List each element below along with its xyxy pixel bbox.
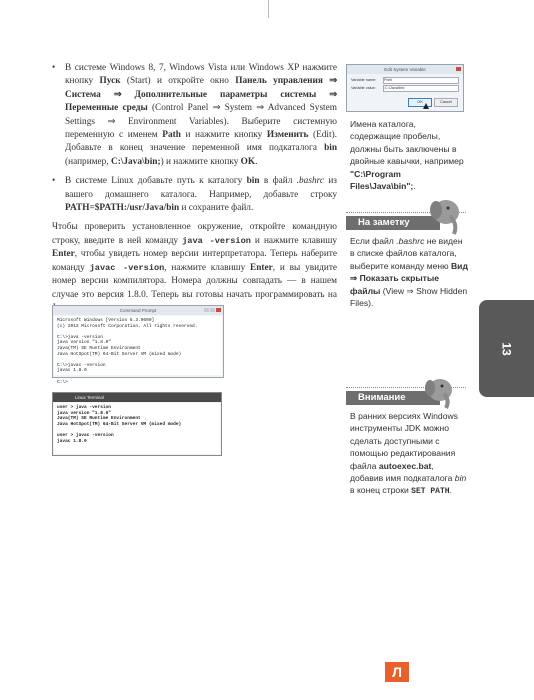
linux-terminal-output: user > java -version java version "1.8.0" Java(TM) SE Runtime Environment Java HotSpot(TM) 64-Bit Server VM (mixed mode) user > javac -version javac 1.8.0 bbox=[54, 403, 220, 454]
variable-name-row: Variable name: bbox=[351, 78, 377, 82]
variable-name-field[interactable]: Path bbox=[383, 77, 459, 84]
window-controls bbox=[204, 308, 221, 312]
close-icon bbox=[216, 308, 221, 312]
ok-button[interactable]: OK bbox=[408, 98, 432, 107]
variable-value-row: Variable value: bbox=[351, 86, 376, 90]
mascot-elephant-icon bbox=[424, 198, 466, 238]
note-header: На заметку bbox=[346, 216, 440, 230]
main-text-column bbox=[52, 62, 337, 315]
dialog-caption: Имена каталога, содержащие пробелы, должны быть заключены в двойные кавычки, например "C:\Program Files\Java\bin";. bbox=[350, 119, 464, 192]
verify-paragraph: Чтобы проверить установленное окружение, откройте командную строку, введите в ней команду java -version и нажмите клавишу Enter, чтобы увидеть номер версии интерпретатора. Теперь наберите команду javac -version, нажмите клавишу Enter, и вы увидите номер версии компилятора. Номера должны совпадать — в нашем случае это версия 1.8.0. Теперь вы готовы начать программировать на bbox=[52, 222, 338, 300]
window-title: Command Prompt bbox=[53, 306, 223, 315]
edit-system-variable-dialog bbox=[346, 64, 464, 112]
dialog-title: Edit System Variable bbox=[347, 65, 463, 74]
mouse-cursor-icon bbox=[423, 103, 429, 109]
bullet-windows: • В системе Windows 8, 7, Windows Vista или Windows XP нажмите кнопку Пуск (Start) и откройте окно Панель управления ⇒ Система ⇒ Дополнительные параметры системы ⇒ Переменные среды (Control Panel ⇒ System ⇒ Advanced System Settings ⇒ Environment Variables). Выберите системную переменную с именем Path и нажмите кнопку Изменить (Edit). Добавьте в конец значение переменной имя подкаталога bin (например, C:\Java\bin;) и нажмите кнопку OK. bbox=[52, 63, 338, 167]
mascot-elephant-icon bbox=[420, 376, 460, 410]
command-prompt-window bbox=[52, 305, 224, 385]
chapter-tab bbox=[479, 300, 534, 397]
note-text: Если файл .bashrc не виден в списке файлов каталога, выберите команду меню Вид ⇒ Показать скрытые файлы (View ⇒ Show Hidden Files). bbox=[350, 236, 468, 309]
warning-text: В ранних версиях Windows инструменты JDK можно сделать доступными с помощью редактирования файла autoexec.bat, добавив имя подкаталога bin в конец строки SET PATH. bbox=[350, 411, 467, 497]
maximize-icon bbox=[210, 308, 215, 312]
window-controls bbox=[456, 67, 461, 71]
top-divider-line bbox=[268, 0, 269, 18]
variable-value-field[interactable]: ;C:\Java\bin; bbox=[383, 85, 459, 92]
publisher-logo: Л bbox=[385, 662, 409, 682]
close-icon bbox=[456, 67, 461, 71]
bullet-dot: • bbox=[52, 63, 56, 73]
cancel-button[interactable]: Cancel bbox=[434, 98, 458, 107]
minimize-icon bbox=[204, 308, 209, 312]
linux-terminal-window bbox=[52, 392, 222, 456]
command-prompt-output: Microsoft Windows [Version 6.3.9600] (c) 2013 Microsoft Corporation. All rights reserved. C:\>java -version java version "1.8.0" Java(TM) SE Runtime Environment Java HotSpot(TM) 64-Bit Server VM (mixed mode) C:\>javac -version javac 1.8.0 C:\> bbox=[54, 316, 222, 375]
chapter-number: 13 bbox=[499, 341, 514, 356]
bullet-dot: • bbox=[52, 176, 56, 187]
bullet-linux: • В системе Linux добавьте путь к каталогу bin в файл .bashrc из вашего домашнего каталога. Например, добавьте строку PATH=$PATH:/usr/Java/bin и сохраните файл. bbox=[52, 176, 337, 214]
window-title: Linux Terminal bbox=[53, 393, 221, 402]
warning-header: Внимание bbox=[346, 391, 440, 405]
